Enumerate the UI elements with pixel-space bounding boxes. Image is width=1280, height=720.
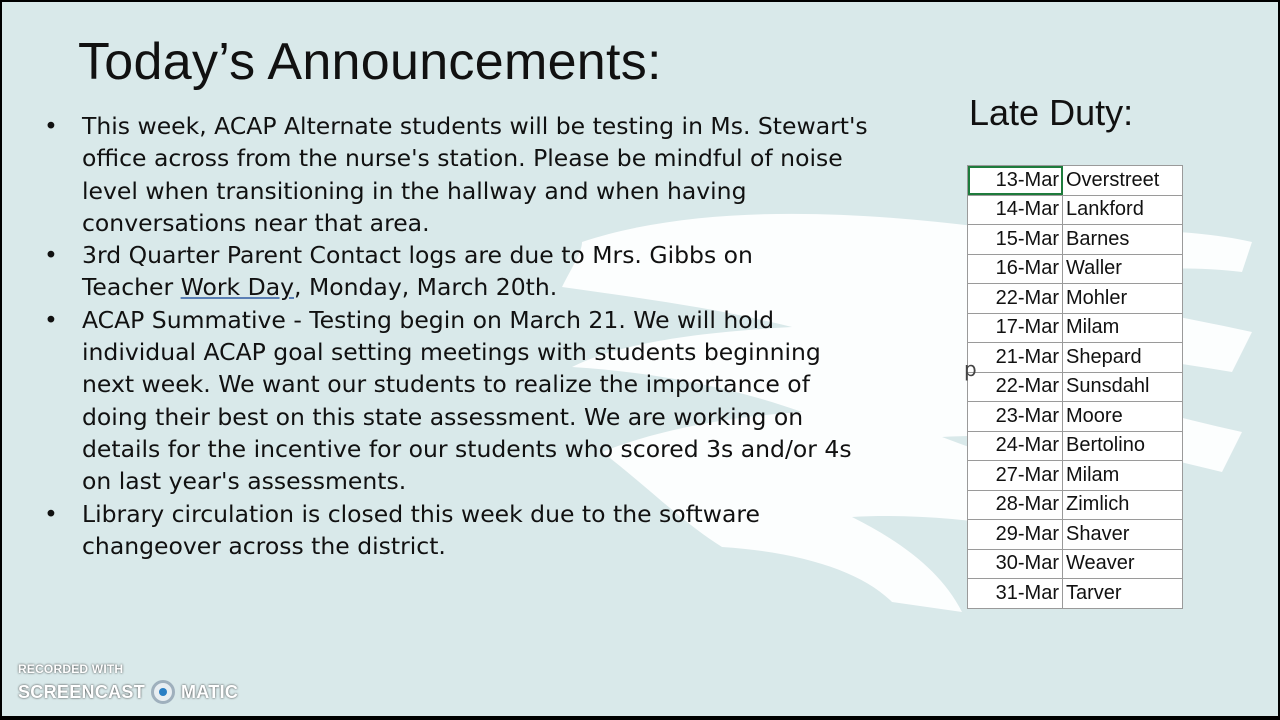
slide-title: Today’s Announcements: bbox=[78, 33, 662, 91]
duty-name-cell[interactable]: Tarver bbox=[1063, 579, 1183, 609]
announcement-line: doing their best on this state assessment. We are working on bbox=[82, 402, 804, 431]
table-row bbox=[968, 343, 1183, 373]
bullet-icon: • bbox=[44, 499, 58, 528]
table-row bbox=[968, 461, 1183, 491]
duty-name-cell[interactable]: Bertolino bbox=[1063, 431, 1183, 461]
late-duty-table bbox=[967, 165, 1183, 609]
bullet-icon: • bbox=[44, 241, 58, 270]
watermark-brand-left: SCREENCAST bbox=[18, 681, 146, 702]
table-row bbox=[968, 284, 1183, 314]
announcement-item bbox=[40, 304, 940, 498]
duty-date-cell[interactable]: 30-Mar bbox=[968, 549, 1063, 579]
duty-name-cell[interactable]: Milam bbox=[1063, 313, 1183, 343]
announcement-line: This week, ACAP Alternate students will be testing in Ms. Stewart's bbox=[82, 112, 868, 140]
table-row bbox=[968, 431, 1183, 461]
duty-date-cell[interactable]: 22-Mar bbox=[968, 372, 1063, 402]
announcement-line: 3rd Quarter Parent Contact logs are due to Mrs. Gibbs on bbox=[82, 241, 753, 270]
duty-name-cell[interactable]: Sunsdahl bbox=[1063, 372, 1183, 402]
announcement-line: ACAP Summative - Testing begin on March 21. We will hold bbox=[82, 305, 775, 334]
announcement-item bbox=[40, 110, 940, 239]
announcement-item bbox=[40, 498, 940, 563]
slide bbox=[2, 2, 1278, 716]
announcement-line: details for the incentive for our students who scored 3s and/or 4s bbox=[82, 434, 852, 463]
duty-name-cell[interactable]: Moore bbox=[1063, 402, 1183, 432]
duty-date-cell[interactable]: 15-Mar bbox=[968, 225, 1063, 255]
duty-date-cell[interactable]: 27-Mar bbox=[968, 461, 1063, 491]
table-row bbox=[968, 372, 1183, 402]
announcement-text: Teacher bbox=[82, 273, 181, 302]
duty-date-cell[interactable]: 29-Mar bbox=[968, 520, 1063, 550]
announcement-text: , Monday, March 20th. bbox=[294, 273, 558, 302]
table-row bbox=[968, 225, 1183, 255]
duty-name-cell[interactable]: Barnes bbox=[1063, 225, 1183, 255]
late-duty-title: Late Duty: bbox=[969, 92, 1134, 133]
table-row bbox=[968, 166, 1183, 196]
work-day-link[interactable]: Work Day bbox=[180, 273, 295, 302]
announcement-line: Library circulation is closed this week due to the software bbox=[82, 499, 760, 528]
duty-date-cell[interactable]: 24-Mar bbox=[968, 431, 1063, 461]
announcement-line: level when transitioning in the hallway and when having bbox=[82, 176, 747, 205]
duty-date-cell[interactable]: 16-Mar bbox=[968, 254, 1063, 284]
duty-date-cell[interactable]: 14-Mar bbox=[968, 195, 1063, 225]
duty-date-cell[interactable]: 17-Mar bbox=[968, 313, 1063, 343]
duty-name-cell[interactable]: Overstreet bbox=[1063, 166, 1183, 196]
screencast-o-matic-logo-icon bbox=[151, 680, 175, 704]
duty-name-cell[interactable]: Zimlich bbox=[1063, 490, 1183, 520]
table-row bbox=[968, 579, 1183, 609]
announcement-list bbox=[40, 110, 940, 562]
table-row bbox=[968, 313, 1183, 343]
announcement-line: conversations near that area. bbox=[82, 208, 430, 237]
duty-name-cell[interactable]: Shepard bbox=[1063, 343, 1183, 373]
table-row bbox=[968, 195, 1183, 225]
duty-date-cell[interactable]: 21-Mar bbox=[968, 343, 1063, 373]
duty-date-cell[interactable]: 23-Mar bbox=[968, 402, 1063, 432]
watermark-brand-right: MATIC bbox=[181, 681, 239, 702]
duty-name-cell[interactable]: Waller bbox=[1063, 254, 1183, 284]
bullet-icon: • bbox=[44, 305, 58, 334]
stray-text-fragment: p bbox=[964, 357, 977, 381]
duty-name-cell[interactable]: Shaver bbox=[1063, 520, 1183, 550]
table-row bbox=[968, 402, 1183, 432]
duty-name-cell[interactable]: Mohler bbox=[1063, 284, 1183, 314]
announcement-line: changeover across the district. bbox=[82, 531, 446, 560]
duty-name-cell[interactable]: Milam bbox=[1063, 461, 1183, 491]
duty-date-cell[interactable]: 31-Mar bbox=[968, 579, 1063, 609]
duty-date-cell[interactable]: 22-Mar bbox=[968, 284, 1063, 314]
duty-date-cell[interactable]: 13-Mar bbox=[968, 166, 1063, 196]
duty-name-cell[interactable]: Lankford bbox=[1063, 195, 1183, 225]
table-row bbox=[968, 490, 1183, 520]
announcement-line: on last year's assessments. bbox=[82, 467, 407, 496]
announcement-line: office across from the nurse's station. Please be mindful of noise bbox=[82, 144, 843, 173]
announcement-line: individual ACAP goal setting meetings with students beginning bbox=[82, 338, 821, 367]
watermark-caption: RECORDED WITH bbox=[18, 662, 124, 676]
announcement-item bbox=[40, 239, 940, 304]
duty-name-cell[interactable]: Weaver bbox=[1063, 549, 1183, 579]
table-row bbox=[968, 549, 1183, 579]
announcement-line bbox=[82, 271, 940, 303]
bullet-icon: • bbox=[44, 112, 58, 140]
watermark-brand bbox=[18, 680, 238, 704]
announcement-line: next week. We want our students to realize the importance of bbox=[82, 370, 810, 399]
table-row bbox=[968, 254, 1183, 284]
duty-date-cell[interactable]: 28-Mar bbox=[968, 490, 1063, 520]
table-row bbox=[968, 520, 1183, 550]
recording-watermark bbox=[18, 662, 238, 704]
